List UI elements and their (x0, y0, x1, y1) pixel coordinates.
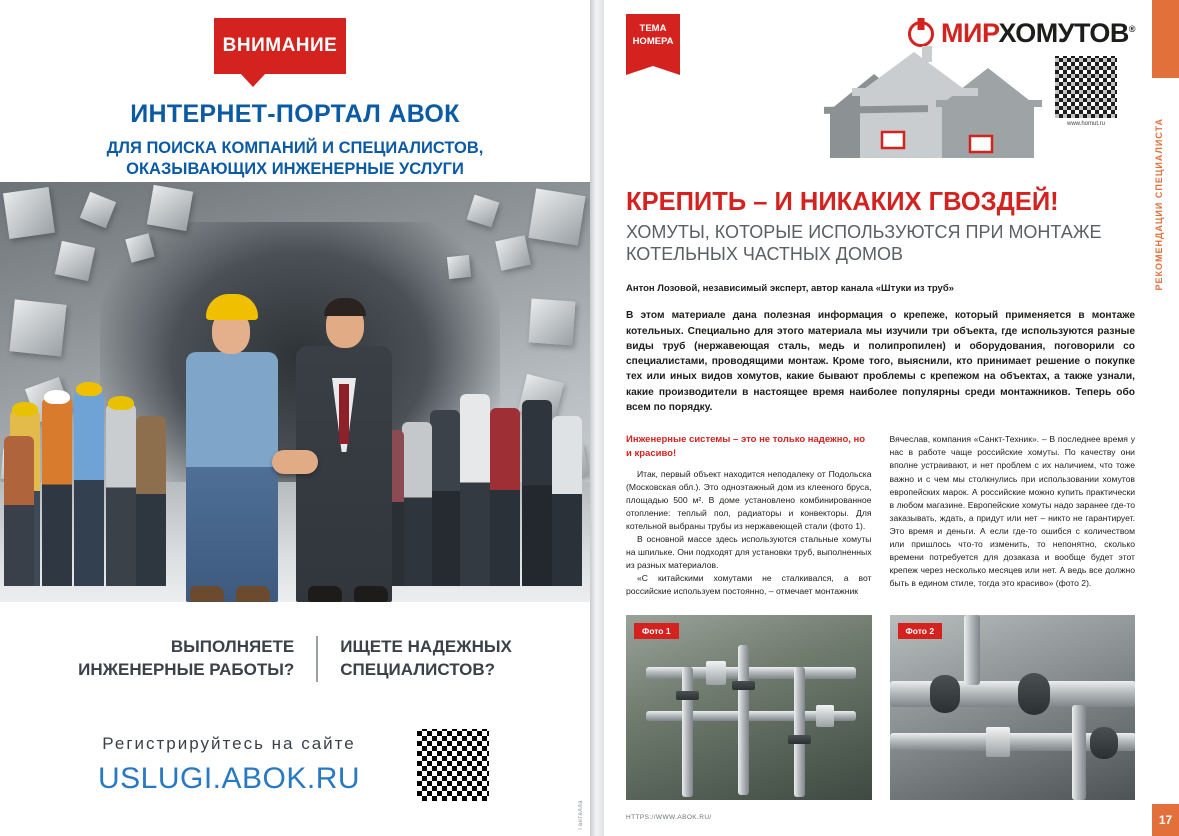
brand-second: ХОМУТОВ (998, 18, 1129, 48)
register-label: Регистрируйтесь на сайте (102, 733, 356, 753)
boot (190, 586, 224, 602)
crowd-figure (552, 416, 582, 586)
article-lead-paragraph: В этом материале дана полезная информация о крепеже, который применяется в монтаже котельных. Специально для этого материала мы изучили три объекта, где используются разные виды труб (нержавеющая сталь, медь и полипропилен) и оборудования, поговорили со специалистами, проводящими монтаж. Кроме того, выяснили, кто принимает решение о покупке тех или иных видов хомутов, какие бывают проблемы с крепежом на объектах, а также узнали, какие производители в настоящее время наиболее популярны среди монтажников. Теперь обо всем по порядку. (626, 310, 1135, 414)
qr-code-icon[interactable] (414, 726, 492, 804)
article-subtitle (626, 222, 1135, 265)
helmet-icon (108, 396, 134, 410)
article-header (626, 14, 1135, 182)
crowd-figure (430, 410, 460, 586)
article-title: КРЕПИТЬ – И НИКАКИХ ГВОЗДЕЙ! (626, 188, 1059, 216)
decorative-cube (495, 235, 531, 271)
pipe-clamp (1090, 727, 1118, 759)
cta-left-line2: ИНЖЕНЕРНЫЕ РАБОТЫ? (78, 659, 295, 679)
article-column-2 (890, 433, 1136, 598)
article-columns (626, 433, 1135, 598)
tie (339, 384, 349, 444)
crowd-figure (4, 436, 34, 586)
pipe (738, 645, 749, 795)
ad-subtitle-line1: ДЛЯ ПОИСКА КОМПАНИЙ И СПЕЦИАЛИСТОВ, (106, 139, 484, 157)
page-gutter (590, 0, 604, 836)
page-rail (1152, 0, 1179, 836)
register-url[interactable]: USLUGI.ABOK.RU (97, 761, 361, 795)
valve (706, 661, 726, 685)
photo-1 (626, 615, 872, 800)
crowd-figure (42, 398, 72, 586)
photo-2-caption-tag: Фото 2 (898, 623, 943, 639)
shoe (308, 586, 342, 602)
brand-first: МИР (941, 18, 999, 48)
pipe-clamp (788, 735, 811, 744)
rail-section-label: РЕКОМЕНДАЦИИ СПЕЦИАЛИСТА (1154, 118, 1164, 291)
pipe (890, 681, 1136, 707)
pipe-clamp (930, 675, 960, 713)
cta-right-line2: СПЕЦИАЛИСТОВ? (340, 659, 496, 679)
body-paragraph: В основной массе здесь используются стальные хомуты на шпильке. Они подходят для установки труб, выполненных из разных материалов. (626, 534, 872, 571)
cta-row (22, 636, 568, 682)
crowd-figure (74, 390, 104, 586)
handshake-icon (272, 450, 318, 474)
pipe (682, 667, 693, 797)
helmet-icon (12, 402, 38, 416)
decorative-cube (3, 187, 55, 239)
sponsor-qr-caption: www.homut.ru (1066, 121, 1105, 127)
article-footer (626, 814, 1135, 821)
cta-left (58, 636, 318, 682)
article-byline: Антон Лозовой, независимый эксперт, автор канала «Штуки из труб» (626, 283, 954, 295)
ad-title: ИНТЕРНЕТ-ПОРТАЛ АВОК (130, 100, 460, 128)
decorative-cube (529, 299, 576, 346)
crowd-figure (490, 408, 520, 586)
cta-right (318, 636, 532, 682)
cta-left-line1: ВЫПОЛНЯЕТЕ (170, 637, 295, 656)
sponsor-qr-icon[interactable] (1055, 56, 1117, 118)
article-subtitle-line1: ХОМУТЫ, КОТОРЫЕ ИСПОЛЬЗУЮТСЯ ПРИ МОНТАЖЕ (626, 222, 1102, 243)
decorative-cube (528, 188, 585, 245)
registration-row (22, 726, 568, 804)
valve (986, 727, 1010, 757)
ad-photo-illustration (0, 182, 590, 602)
decorative-cube (9, 299, 66, 356)
handshake-figures (168, 252, 408, 602)
worker-figure (186, 352, 278, 602)
brand-registered-mark: ® (1128, 24, 1135, 34)
article-photos (626, 615, 1135, 800)
body-paragraph: «С китайскими хомутами не сталкивался, а вот российские используем постоянно, – отмечает монтажник (626, 573, 872, 597)
footer-url[interactable]: HTTPS://WWW.ABOK.RU/ (626, 813, 712, 821)
ad-header (0, 0, 590, 182)
pipe (646, 667, 856, 679)
theme-flag-badge (626, 14, 680, 66)
page-number: 17 (1152, 804, 1179, 836)
right-page-article (604, 0, 1179, 836)
photo-credit: Гантелла (578, 800, 584, 830)
crowd-figure (460, 394, 490, 586)
decorative-cube (447, 255, 471, 279)
pipe (1072, 705, 1086, 800)
registration-text (98, 734, 360, 796)
shoe (354, 586, 388, 602)
theme-flag-line2: НОМЕРА (632, 35, 674, 47)
theme-flag-line1: ТЕМА (639, 23, 667, 34)
crowd-figure (522, 400, 552, 586)
crowd-figure (136, 416, 166, 586)
photo-1-caption-tag: Фото 1 (634, 623, 679, 639)
pipe-clamp (676, 691, 699, 700)
valve (816, 705, 834, 727)
rail-accent-block (1152, 0, 1179, 78)
article-column-1 (626, 433, 872, 598)
article-subtitle-line2: КОТЕЛЬНЫХ ЧАСТНЫХ ДОМОВ (626, 243, 903, 264)
decorative-cube (147, 185, 193, 231)
body-paragraph: Вячеслав, компания «Санкт-Техник». – В последнее время у нас в работе чаще российские хомуты. По качеству они вполне устраивают, и нет проблем с их наличием, что тоже важно и с чем мы столкнулись при использовании хомутов европейских марок. А российские можно купить практически в любом магазине. Европейские хомуты надо заранее где-то заказывать, ждать, а придут или нет – никто не гарантирует. Это время и деньги. А если где-то ошибся с количеством или пришлось что-то изменить, то непонятно, сколько времени потребуется для дозаказа и вообще будет этот крепеж через несколько месяцев или нет. А ведь все должно быть в едином стиле, тогда это красиво» (фото 2). (889, 434, 1135, 588)
boot (236, 586, 270, 602)
attention-badge (214, 18, 346, 74)
hard-hat-icon (206, 294, 258, 320)
photo-2 (890, 615, 1136, 800)
attention-badge-label: ВНИМАНИЕ (222, 35, 338, 56)
helmet-icon (44, 390, 70, 404)
crowd-figure (106, 404, 136, 586)
houses-svg (822, 40, 1052, 160)
pipe (794, 667, 805, 797)
pipe-clamp (1018, 673, 1050, 715)
houses-illustration (822, 40, 1052, 160)
body-paragraph: Итак, первый объект находится неподалеку от Подольска (Московская обл.). Это одноэтажный дом из клееного бруса, площадью 500 м². В доме установлено комбинированное отопление: теплый пол, радиаторы и конвекторы. Для котельной выбраны трубы из нержавеющей стали (фото 1). (626, 468, 872, 532)
helmet-icon (76, 382, 102, 396)
decorative-cube (55, 241, 95, 281)
ad-subtitle (22, 138, 568, 181)
hair (324, 298, 366, 316)
article-kicker: Инженерные системы – это не только надежно, но и красиво! (626, 434, 866, 459)
cta-right-line1: ИЩЕТЕ НАДЕЖНЫХ (340, 637, 512, 656)
pipe (964, 615, 980, 685)
ad-subtitle-line2: ОКАЗЫВАЮЩИХ ИНЖЕНЕРНЫЕ УСЛУГИ (126, 160, 464, 179)
pipe-clamp (732, 681, 755, 690)
ad-cta-section (0, 636, 590, 836)
